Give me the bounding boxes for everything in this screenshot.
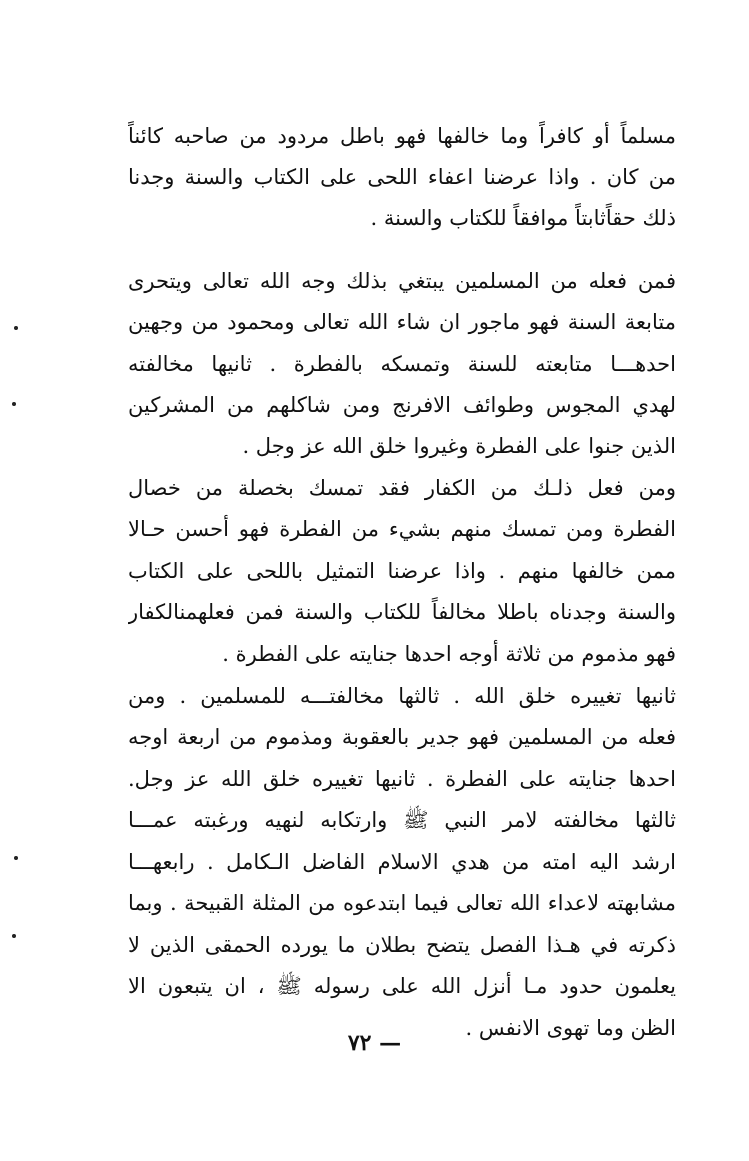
text-line-1: مسلماً أو كافراً وما خالفها فهو باطل مردود من صاحبه كائناً: [128, 124, 676, 148]
text-line-9: ومن فعل ذلـك من الكفار فقد تمسك بخصلة من خصال: [128, 476, 676, 500]
text-line-13: فهو مذموم من ثلاثة أوجه احدها جنايته على الفطرة .: [222, 642, 676, 666]
text-line-7: لهدي المجوس وطوائف الافرنج ومن شاكلهم من المشركين: [128, 393, 676, 417]
text-line-8: الذين جنوا على الفطرة وغيروا خلق الله عز وجل .: [242, 434, 676, 458]
text-line-18: ارشد اليه امته من هدي الاسلام الفاضل الـكامل . رابعهـــا: [128, 850, 676, 874]
text-line-16: احدها جنايته على الفطرة . ثانيها تغييره خلق الله عز وجل.: [128, 767, 676, 791]
text-line-3: ذلك حقاًثابتاً موافقاً للكتاب والسنة .: [370, 206, 676, 230]
text-line-11: ممن خالفها منهم . واذا عرضنا التمثيل باللحى على الكتاب: [128, 559, 676, 583]
text-line-4: فمن فعله من المسلمين يبتغي بذلك وجه الله تعالى ويتحرى: [128, 269, 676, 293]
margin-speck: [12, 934, 16, 938]
text-line-21: يعلمون حدود مـا أنزل الله على رسوله ﷺ ، ان يتبعون الا: [128, 974, 676, 998]
text-line-17: ثالثها مخالفته لامر النبي ﷺ وارتكابه لنهيه ورغبته عمـــا: [128, 808, 676, 832]
text-line-15: فعله من المسلمين فهو جدير بالعقوبة ومذموم من اربعة اوجه: [128, 725, 676, 749]
text-line-2: من كان . واذا عرضنا اعفاء اللحى على الكتاب والسنة وجدنا: [128, 165, 676, 189]
margin-speck: [12, 402, 16, 406]
text-line-5: متابعة السنة فهو ماجور ان شاء الله تعالى ومحمود من وجهين: [128, 310, 676, 334]
text-line-14: ثانيها تغييره خلق الله . ثالثها مخالفتـــه للمسلمين . ومن: [128, 684, 676, 708]
page-body: [128, 112, 676, 1042]
text-line-10: الفطرة ومن تمسك منهم بشيء من الفطرة فهو أحسن حـالا: [128, 517, 676, 541]
margin-speck: [14, 856, 18, 860]
text-line-12: والسنة وجدناه باطلا مخالفاً للكتاب والسنة فمن فعلهمنالكفار: [128, 600, 676, 624]
margin-speck: [14, 326, 18, 330]
text-line-22: الظن وما تهوى الانفس .: [465, 1016, 676, 1040]
page-number: — ٧٢: [347, 1030, 402, 1056]
text-line-6: احدهـــا متابعته للسنة وتمسكه بالفطرة . ثانيها مخالفته: [128, 352, 676, 376]
text-line-19: مشابهته لاعداء الله تعالى فيما ابتدعوه من المثلة القبيحة . وبما: [128, 891, 676, 915]
text-line-20: ذكرته في هـذا الفصل يتضح بطلان ما يورده الحمقى الذين لا: [128, 933, 676, 957]
